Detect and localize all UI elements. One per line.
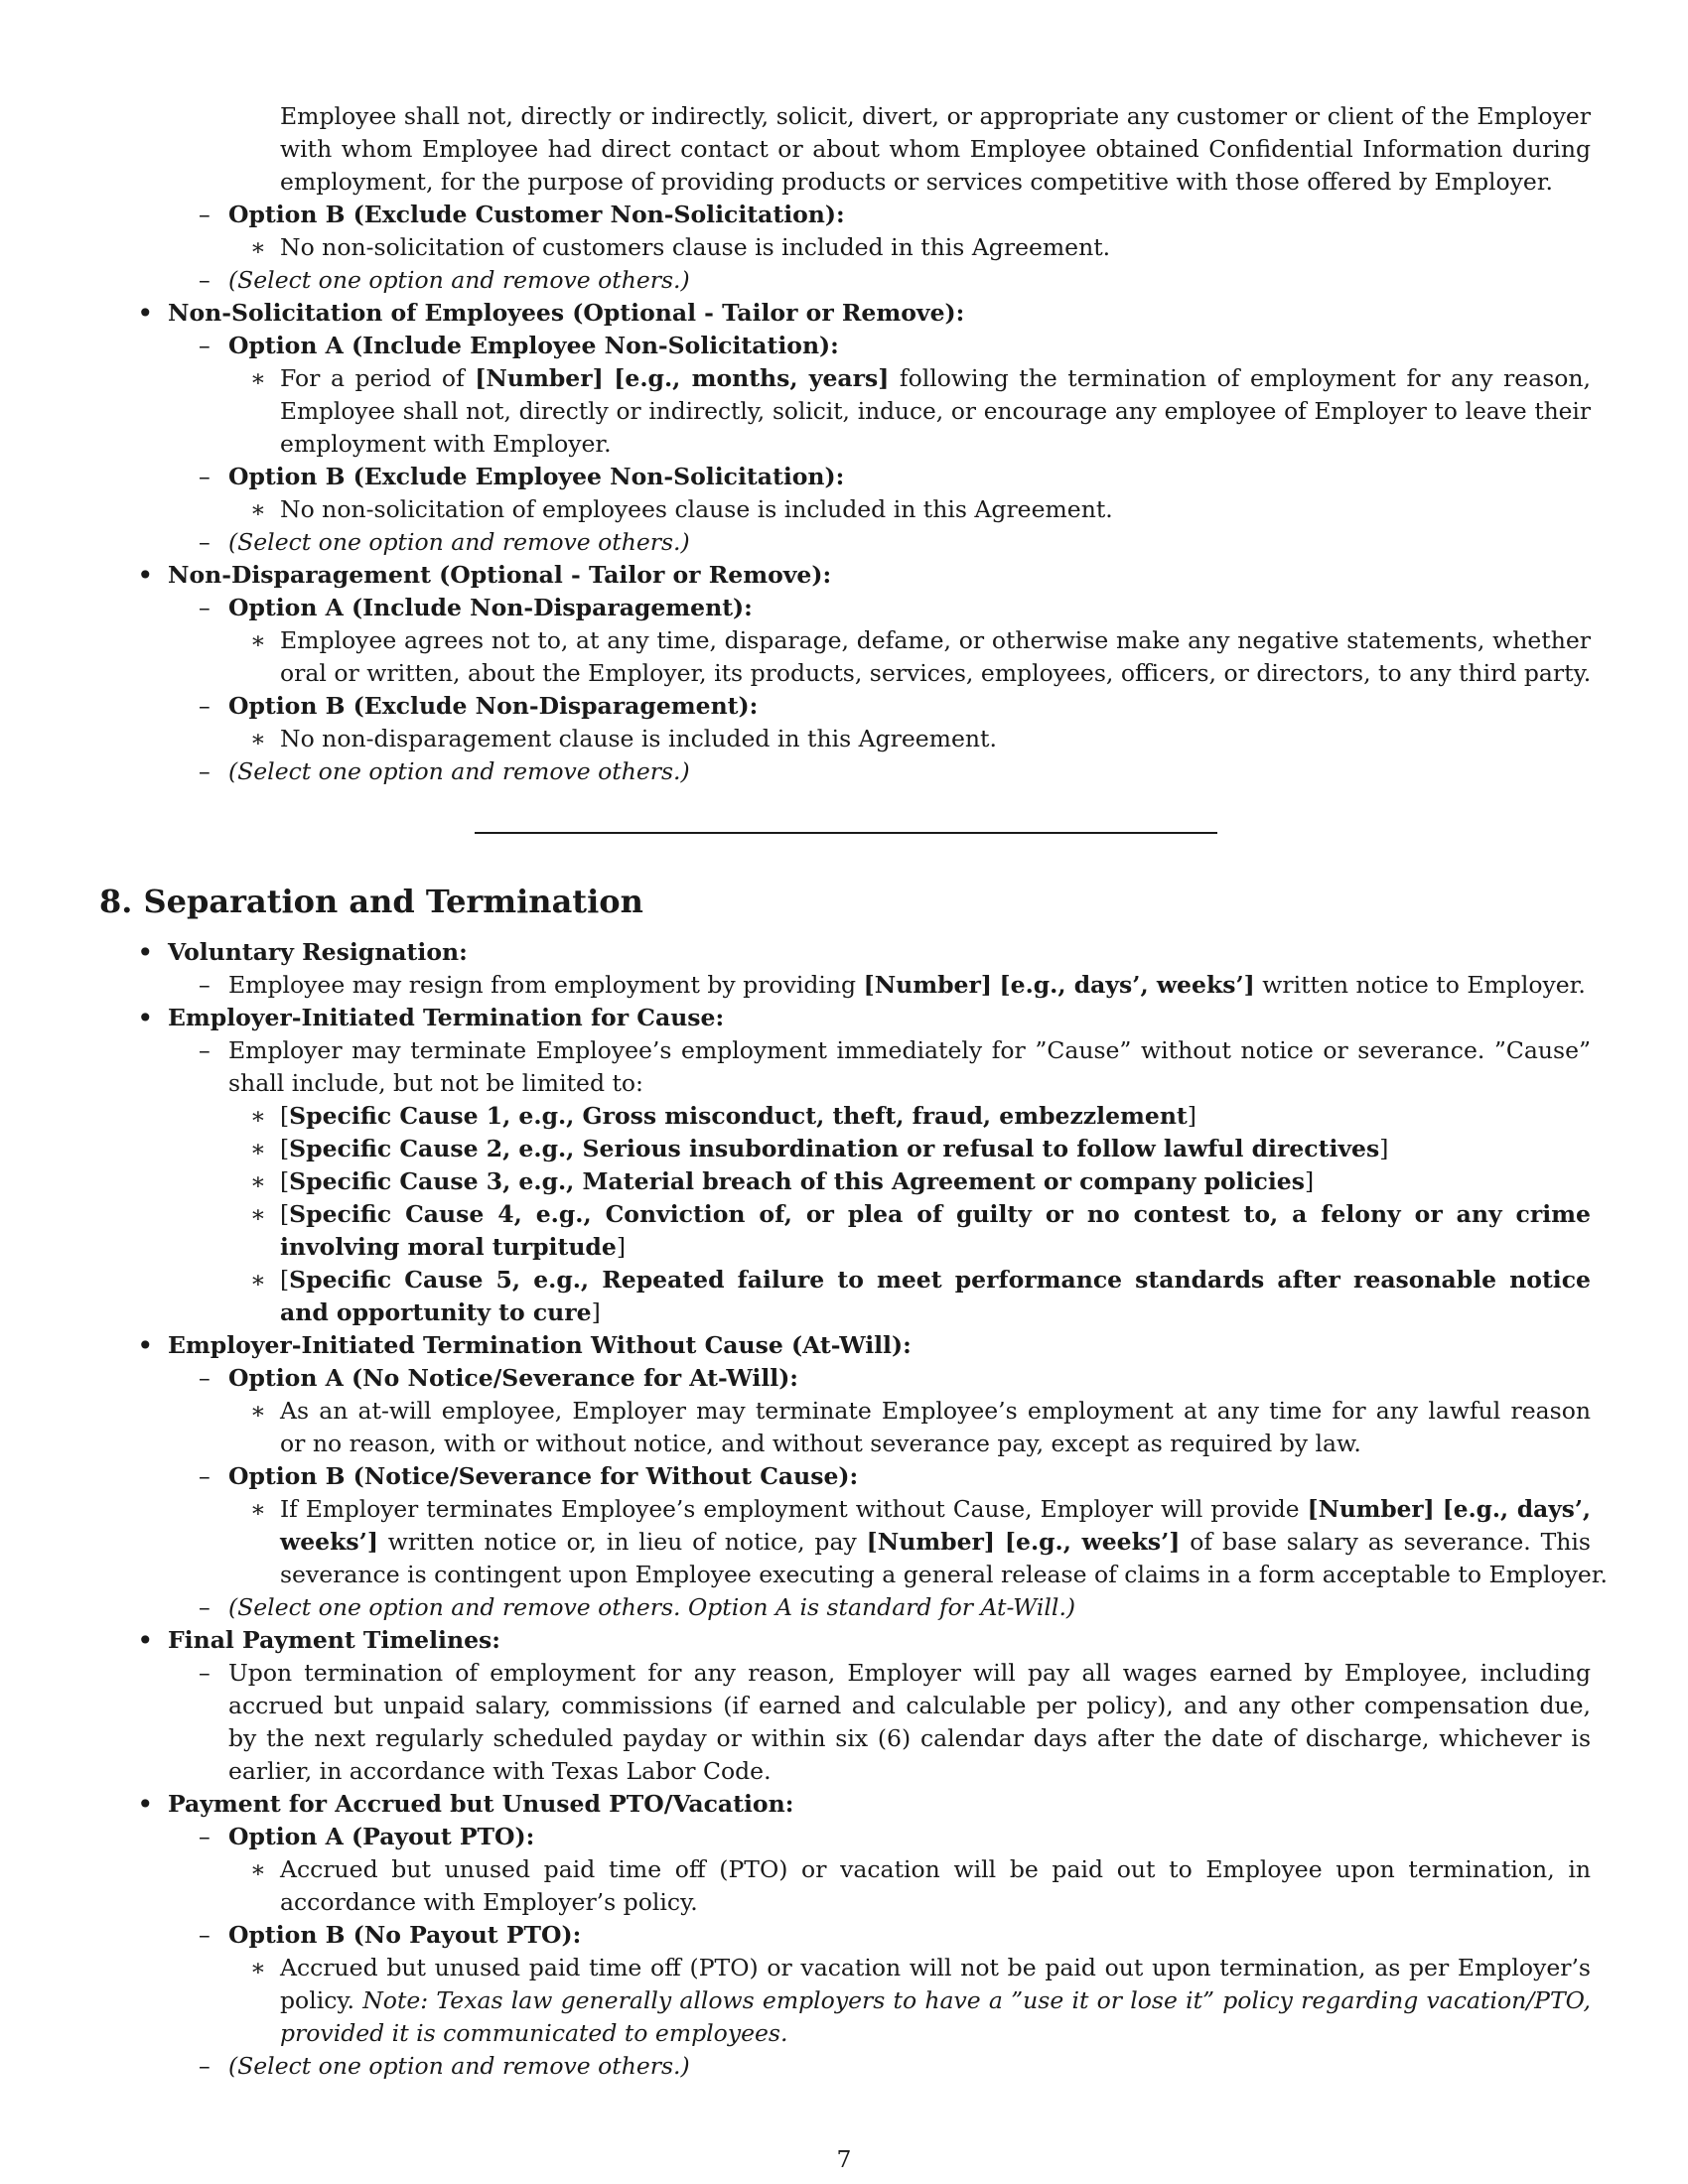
dash-marker: – xyxy=(199,1462,211,1490)
star-marker: ∗ xyxy=(250,1397,266,1425)
body-line: Accrued but unused paid time off (PTO) or vacation will be paid out to Employee upon termination, in xyxy=(280,1855,1591,1883)
body-line: employment with Employer. xyxy=(280,430,612,458)
body-line: If Employer terminates Employee’s employment without Cause, Employer will provide [Number] [e.g., days’, xyxy=(280,1496,1592,1523)
option-heading: Option A (No Notice/Severance for At-Will): xyxy=(228,1364,798,1392)
dash-marker: – xyxy=(199,1823,211,1850)
clause-heading: Employer-Initiated Termination Without Cause (At-Will): xyxy=(168,1331,912,1359)
bullet-marker: • xyxy=(137,1002,154,1034)
body-line: Employee may resign from employment by providing [Number] [e.g., days’, weeks’] written notice to Employer. xyxy=(228,971,1586,999)
body-line: shall include, but not be limited to: xyxy=(228,1069,643,1097)
dash-marker: – xyxy=(199,692,211,720)
dash-marker: – xyxy=(199,332,211,359)
body-line: No non-solicitation of customers clause is included in this Agreement. xyxy=(280,233,1111,261)
bullet-marker: • xyxy=(137,936,154,969)
star-marker: ∗ xyxy=(250,1135,266,1162)
bullet-marker: • xyxy=(137,297,154,330)
dash-marker: – xyxy=(199,2052,211,2080)
bullet-marker: • xyxy=(137,1329,154,1362)
body-line: weeks’] written notice or, in lieu of notice, pay [Number] [e.g., weeks’] of base salary as severance. This xyxy=(280,1528,1591,1556)
body-line: Employee agrees not to, at any time, disparage, defame, or otherwise make any negative statements, whether xyxy=(280,626,1591,654)
select-note: (Select one option and remove others.) xyxy=(228,266,690,294)
option-heading: Option A (Include Employee Non-Solicitation): xyxy=(228,332,839,359)
body-line: Accrued but unused paid time off (PTO) or vacation will not be paid out upon termination, as per Employer’s xyxy=(280,1954,1591,1981)
clause-heading: Payment for Accrued but Unused PTO/Vacation: xyxy=(168,1790,794,1818)
bullet-marker: • xyxy=(137,1788,154,1821)
option-heading: Option B (No Payout PTO): xyxy=(228,1921,582,1949)
cause-item: [Specific Cause 4, e.g., Conviction of, or plea of guilty or no contest to, a felony or any crime xyxy=(280,1200,1591,1228)
cause-item: [Specific Cause 3, e.g., Material breach of this Agreement or company policies] xyxy=(280,1167,1315,1195)
star-marker: ∗ xyxy=(250,1102,266,1130)
body-line: No non-disparagement clause is included in this Agreement. xyxy=(280,725,997,752)
star-marker: ∗ xyxy=(250,1266,266,1294)
dash-marker: – xyxy=(199,1036,211,1064)
select-note: (Select one option and remove others.) xyxy=(228,2052,690,2080)
option-heading: Option B (Exclude Customer Non-Solicitation): xyxy=(228,201,845,228)
star-marker: ∗ xyxy=(250,1167,266,1195)
cause-item-cont: involving moral turpitude] xyxy=(280,1233,626,1261)
option-heading: Option B (Exclude Non-Disparagement): xyxy=(228,692,759,720)
dash-marker: – xyxy=(199,1921,211,1949)
option-heading: Option A (Include Non-Disparagement): xyxy=(228,594,753,621)
cause-item: [Specific Cause 2, e.g., Serious insubordination or refusal to follow lawful directives] xyxy=(280,1135,1389,1162)
star-marker: ∗ xyxy=(250,233,266,261)
body-line: policy. Note: Texas law generally allows employers to have a ”use it or lose it” policy regarding vacation/PTO, xyxy=(280,1986,1591,2014)
clause-heading: Final Payment Timelines: xyxy=(168,1626,500,1654)
star-marker: ∗ xyxy=(250,364,266,392)
cause-item-cont: and opportunity to cure] xyxy=(280,1298,601,1326)
body-line: For a period of [Number] [e.g., months, years] following the termination of employment for any reason, xyxy=(280,364,1592,392)
select-note: (Select one option and remove others. Option A is standard for At-Will.) xyxy=(228,1593,1076,1621)
clause-heading: Non-Solicitation of Employees (Optional - Tailor or Remove): xyxy=(168,299,965,327)
cause-item: [Specific Cause 5, e.g., Repeated failure to meet performance standards after reasonable notice xyxy=(280,1266,1591,1294)
body-line: Employee shall not, directly or indirectly, solicit, induce, or encourage any employee of Employer to leave their xyxy=(280,398,1591,425)
clause-heading: Voluntary Resignation: xyxy=(168,938,468,966)
star-marker: ∗ xyxy=(250,1495,266,1523)
body-line: employment, for the purpose of providing products or services competitive with those offered by Employer. xyxy=(280,168,1553,196)
body-line: accordance with Employer’s policy. xyxy=(280,1888,698,1916)
dash-marker: – xyxy=(199,1364,211,1392)
star-marker: ∗ xyxy=(250,626,266,654)
option-heading: Option A (Payout PTO): xyxy=(228,1823,535,1850)
body-line: provided it is communicated to employees. xyxy=(280,2019,788,2047)
star-marker: ∗ xyxy=(250,1855,266,1883)
body-line: accrued but unpaid salary, commissions (if earned and calculable per policy), and any other compensation due, xyxy=(228,1692,1591,1719)
dash-marker: – xyxy=(199,594,211,621)
dash-marker: – xyxy=(199,201,211,228)
body-line: earlier, in accordance with Texas Labor Code. xyxy=(228,1757,772,1785)
dash-marker: – xyxy=(199,528,211,556)
select-note: (Select one option and remove others.) xyxy=(228,528,690,556)
dash-marker: – xyxy=(199,266,211,294)
star-marker: ∗ xyxy=(250,1200,266,1228)
body-line: Upon termination of employment for any reason, Employer will pay all wages earned by Employee, including xyxy=(228,1659,1591,1687)
body-line: No non-solicitation of employees clause is included in this Agreement. xyxy=(280,495,1113,523)
body-line: As an at-will employee, Employer may terminate Employee’s employment at any time for any lawful reason xyxy=(280,1397,1591,1425)
select-note: (Select one option and remove others.) xyxy=(228,757,690,785)
body-line: by the next regularly scheduled payday or within six (6) calendar days after the date of discharge, whichever is xyxy=(228,1724,1591,1752)
dash-marker: – xyxy=(199,1593,211,1621)
cause-item: [Specific Cause 1, e.g., Gross misconduct, theft, fraud, embezzlement] xyxy=(280,1102,1196,1130)
body-line: with whom Employee had direct contact or about whom Employee obtained Confidential Information during xyxy=(280,135,1591,163)
option-heading: Option B (Exclude Employee Non-Solicitation): xyxy=(228,463,845,490)
dash-marker: – xyxy=(199,1659,211,1687)
star-marker: ∗ xyxy=(250,495,266,523)
body-line: Employee shall not, directly or indirectly, solicit, divert, or appropriate any customer or client of the Employer xyxy=(280,102,1591,130)
body-line: severance is contingent upon Employee executing a general release of claims in a form acceptable to Employer. xyxy=(280,1561,1608,1588)
dash-marker: – xyxy=(199,463,211,490)
clause-heading: Non-Disparagement (Optional - Tailor or Remove): xyxy=(168,561,832,589)
body-line: Employer may terminate Employee’s employment immediately for ”Cause” without notice or severance. ”Cause” xyxy=(228,1036,1591,1064)
star-marker: ∗ xyxy=(250,1954,266,1981)
section-heading: 8. Separation and Termination xyxy=(99,883,643,920)
bullet-marker: • xyxy=(137,1624,154,1657)
body-line: oral or written, about the Employer, its products, services, employees, officers, or directors, to any third party. xyxy=(280,659,1592,687)
dash-marker: – xyxy=(199,971,211,999)
option-heading: Option B (Notice/Severance for Without Cause): xyxy=(228,1462,859,1490)
bullet-marker: • xyxy=(137,559,154,592)
clause-heading: Employer-Initiated Termination for Cause: xyxy=(168,1004,725,1031)
horizontal-rule xyxy=(475,832,1217,834)
body-line: or no reason, with or without notice, and without severance pay, except as required by law. xyxy=(280,1430,1361,1457)
star-marker: ∗ xyxy=(250,725,266,752)
page-number: 7 xyxy=(836,2145,852,2173)
dash-marker: – xyxy=(199,757,211,785)
